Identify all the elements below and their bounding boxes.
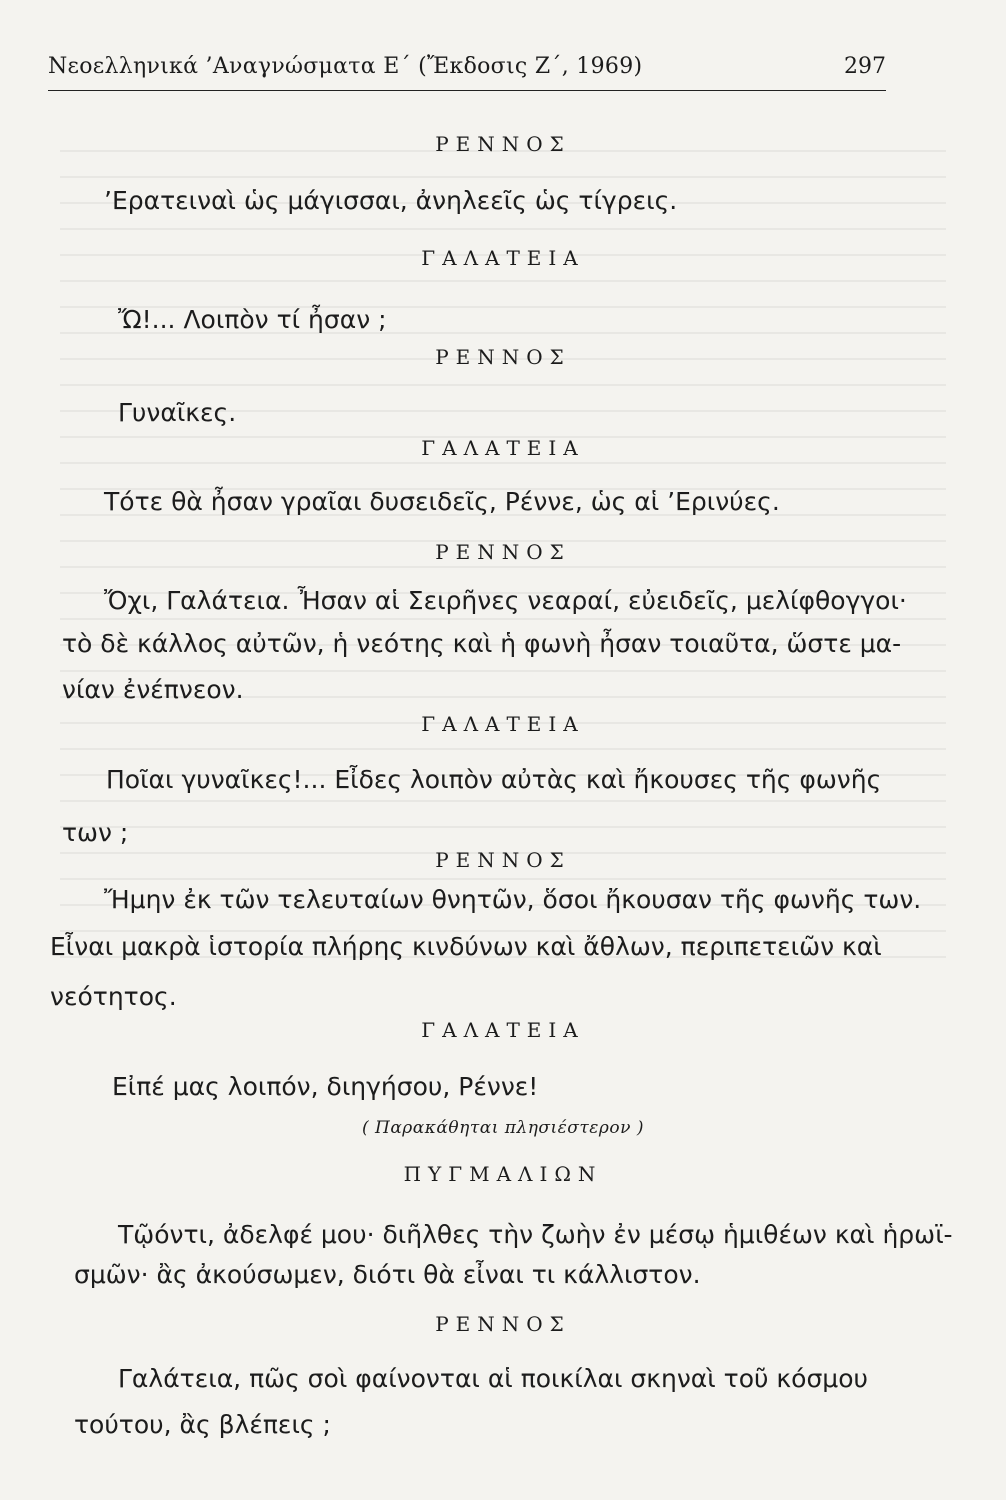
running-header bbox=[48, 52, 886, 91]
dialogue-line: Εἰπέ μας λοιπόν, διηγήσου, Ρέννε! bbox=[112, 1072, 539, 1101]
page-number: 297 bbox=[844, 54, 886, 79]
speaker-heading: ΡΕΝΝΟΣ bbox=[435, 345, 571, 369]
speaker-heading: ΓΑΛΑΤΕΙΑ bbox=[421, 712, 585, 736]
dialogue-line: των ; bbox=[62, 818, 129, 847]
dialogue-line: Ὤ!... Λοιπὸν τί ἦσαν ; bbox=[118, 305, 387, 334]
speaker-heading: ΓΑΛΑΤΕΙΑ bbox=[421, 436, 585, 460]
dialogue-line: ’Ερατειναὶ ὡς μάγισσαι, ἀνηλεεῖς ὡς τίγρεις. bbox=[104, 186, 678, 215]
dialogue-line: νεότητος. bbox=[50, 982, 177, 1011]
dialogue-line: Εἶναι μακρὰ ἱστορία πλήρης κινδύνων καὶ ἄθλων, περιπετειῶν καὶ bbox=[50, 932, 882, 961]
dialogue-line: Γυναῖκες. bbox=[118, 398, 237, 427]
dialogue-line: τούτου, ἂς βλέπεις ; bbox=[74, 1410, 331, 1439]
speaker-heading: ΓΑΛΑΤΕΙΑ bbox=[421, 246, 585, 270]
dialogue-line: τὸ δὲ κάλλος αὐτῶν, ἡ νεότης καὶ ἡ φωνὴ ἦσαν τοιαῦτα, ὥστε μα- bbox=[62, 629, 902, 658]
dialogue-line: Γαλάτεια, πῶς σοὶ φαίνονται αἱ ποικίλαι σκηναὶ τοῦ κόσμου bbox=[118, 1364, 868, 1393]
dialogue-line: Ὄχι, Γαλάτεια. Ἦσαν αἱ Σειρῆνες νεαραί, εὐειδεῖς, μελίφθογγοι· bbox=[104, 586, 907, 615]
dialogue-line: νίαν ἐνέπνεον. bbox=[62, 675, 244, 704]
dialogue-line: Τότε θὰ ἦσαν γραῖαι δυσειδεῖς, Ρέννε, ὡς αἱ ’Ερινύες. bbox=[104, 487, 780, 516]
dialogue-line: Ποῖαι γυναῖκες!... Εἶδες λοιπὸν αὐτὰς καὶ ἤκουσες τῆς φωνῆς bbox=[106, 765, 882, 794]
stage-direction: ( Παρακάθηται πλησιέστερον ) bbox=[361, 1118, 645, 1138]
dialogue-line: Ἤμην ἐκ τῶν τελευταίων θνητῶν, ὅσοι ἤκουσαν τῆς φωνῆς των. bbox=[104, 885, 922, 914]
book-title: Νεοελληνικά ’Αναγνώσματα Ε΄ (Ἔκδοσις Ζ΄, 1969) bbox=[48, 54, 643, 79]
speaker-heading: ΡΕΝΝΟΣ bbox=[435, 1312, 571, 1336]
speaker-heading: ΠΥΓΜΑΛΙΩΝ bbox=[403, 1162, 603, 1186]
speaker-heading: ΡΕΝΝΟΣ bbox=[435, 132, 571, 156]
dialogue-line: σμῶν· ἂς ἀκούσωμεν, διότι θὰ εἶναι τι κάλλιστον. bbox=[74, 1260, 701, 1289]
speaker-heading: ΡΕΝΝΟΣ bbox=[435, 848, 571, 872]
dialogue-line: Τῷόντι, ἀδελφέ μου· διῆλθες τὴν ζωὴν ἐν μέσῳ ἡμιθέων καὶ ἡρωϊ- bbox=[118, 1220, 953, 1249]
speaker-heading: ΡΕΝΝΟΣ bbox=[435, 540, 571, 564]
speaker-heading: ΓΑΛΑΤΕΙΑ bbox=[421, 1018, 585, 1042]
